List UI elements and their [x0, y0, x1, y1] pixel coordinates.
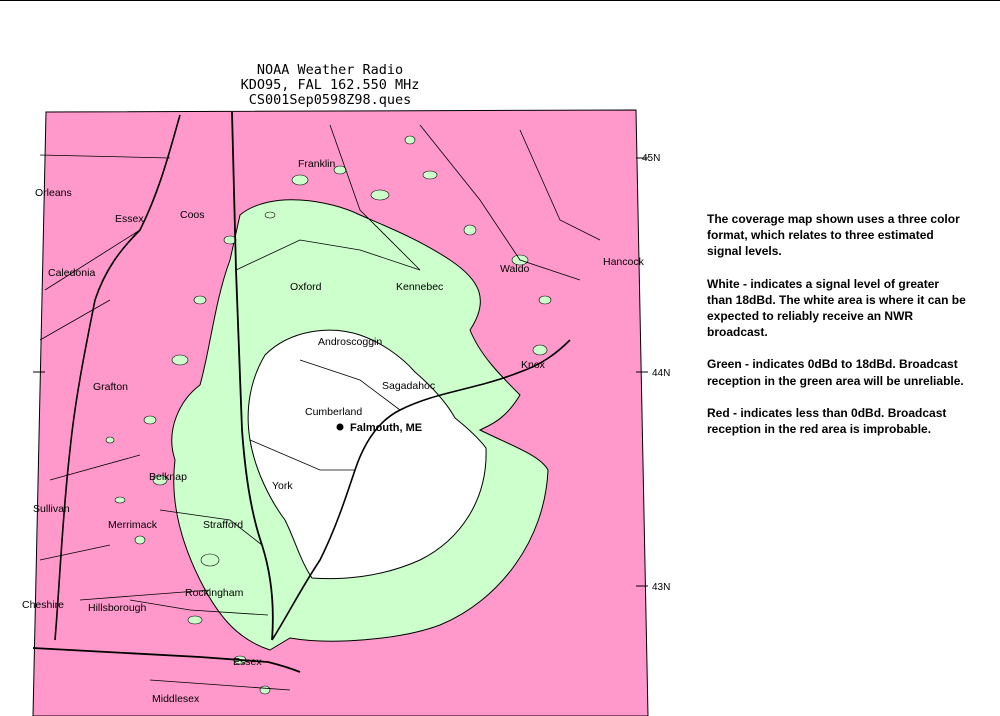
place-orleans: Orleans — [35, 187, 72, 199]
place-waldo: Waldo — [500, 263, 530, 275]
place-belknap: Belknap — [149, 471, 187, 483]
transmitter-marker — [337, 424, 344, 431]
place-caledonia: Caledonia — [48, 267, 96, 279]
place-middlesex: Middlesex — [152, 693, 200, 705]
place-cheshire: Cheshire — [22, 599, 65, 611]
place-knox: Knox — [521, 359, 545, 371]
map-title-line1: NOAA Weather Radio — [256, 62, 404, 78]
legend-intro: The coverage map shown uses a three color format, which relates to three estimated signal levels. — [707, 212, 960, 259]
legend-green: Green - indicates 0dBd to 18dBd. Broadcast reception in the green area will be unreliable. — [707, 357, 964, 388]
legend-red: Red - indicates less than 0dBd. Broadcast reception in the red area is improbable. — [707, 405, 947, 437]
latitude-43n-label: 43N — [652, 582, 671, 593]
place-sagadahoc: Sagadahoc — [382, 380, 436, 392]
place-androscoggin: Androscoggin — [318, 336, 383, 348]
place-kennebec: Kennebec — [396, 281, 444, 293]
map-title-line3: CS001Sep0598Z98.ques — [248, 92, 412, 108]
place-essex-ma: Essex — [233, 656, 262, 668]
place-sullivan: Sullivan — [33, 503, 70, 515]
legend-white: White - indicates a signal level of greater than 18dBd. The white area is where it can be expected to reliably receive an NWR broadcast. — [707, 276, 966, 340]
place-grafton: Grafton — [93, 381, 129, 393]
latitude-45n-label: 45N — [642, 153, 661, 164]
place-strafford: Strafford — [203, 519, 244, 531]
place-york: York — [272, 480, 293, 492]
coverage-legend — [707, 211, 967, 453]
place-coos: Coos — [180, 209, 205, 221]
map-title-line2: KDO95, FAL 162.550 MHz — [240, 77, 420, 93]
place-essex-vt: Essex — [115, 213, 144, 225]
place-hancock: Hancock — [603, 256, 644, 268]
place-franklin: Franklin — [298, 158, 336, 170]
latitude-44n-label: 44N — [652, 368, 671, 379]
transmitter-label: Falmouth, ME — [350, 422, 423, 434]
place-merrimack: Merrimack — [108, 519, 157, 531]
place-hillsborough: Hillsborough — [88, 602, 147, 614]
place-oxford: Oxford — [290, 281, 322, 293]
place-rockingham: Rockingham — [185, 587, 244, 599]
place-cumberland: Cumberland — [305, 406, 363, 418]
